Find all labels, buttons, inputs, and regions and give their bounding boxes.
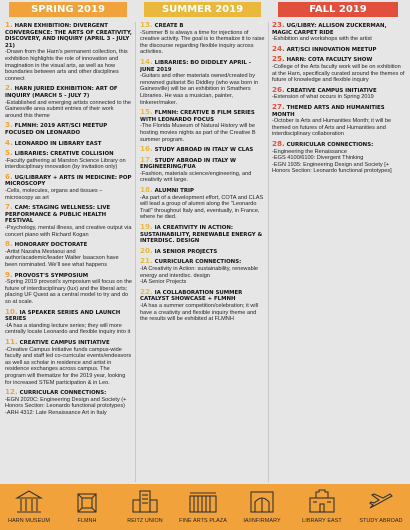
event-number: 8. — [5, 239, 13, 249]
event-title-text: THEMED ARTS AND HUMANITIES MONTH — [272, 104, 385, 118]
event-description: -IA has a summer competition/celebration; it will have a creativity and flexible inquiry theme and the results will be exhibited at FLMNH — [140, 302, 259, 323]
event-number: 4. — [5, 137, 13, 147]
event-number: 12. — [5, 387, 18, 397]
event-title-text: FLMNH: CREATIVE B FILM SERIES WITH LEONARDO FOCUS — [140, 110, 255, 123]
event-title — [140, 146, 265, 154]
event-title-text: LIBRARIES: BO DIDDLEY APRIL - JUNE 2019 — [140, 59, 251, 73]
event-entry — [5, 204, 132, 238]
event-entry — [140, 22, 265, 56]
event-description: -IA has a standing lecture series; they will more centrally locate Leonardo and flexible inquiry into it — [5, 322, 131, 336]
event-title-text: IA COLLABORATION SUMMER CATALYST SHOWCASE + FLMNH — [140, 289, 243, 303]
event-title — [5, 85, 132, 99]
event-title — [5, 204, 132, 225]
library-east-icon — [307, 488, 337, 516]
event-title — [140, 187, 265, 195]
footer-item-study-abroad — [352, 484, 410, 530]
event-entry — [5, 150, 132, 171]
event-title — [5, 137, 132, 148]
event-entry — [140, 154, 265, 184]
event-entry — [5, 306, 132, 336]
footer-item-fine-arts-plaza — [174, 484, 232, 530]
event-number: 14. — [140, 56, 153, 66]
event-entry — [5, 389, 132, 416]
event-number: 15. — [140, 107, 153, 117]
event-description: -Fashion, materials science/engineering, and creativity writ large. — [140, 170, 252, 184]
event-description: -Faculty gathering at Marston Science Library on interdisciplinary innovation (by invitation only) — [5, 157, 126, 171]
event-number: 18. — [140, 185, 153, 195]
event-entry — [272, 84, 405, 101]
event-number: 2. — [5, 83, 13, 93]
event-title — [272, 84, 405, 95]
venue-footer — [0, 484, 410, 530]
event-title — [140, 154, 265, 171]
event-title-text: ALUMNI TRIP — [152, 188, 194, 195]
event-description: -Exhibition and workshops with the artist — [272, 36, 372, 43]
event-entry — [5, 122, 132, 136]
event-title — [272, 138, 405, 149]
footer-item-harn-museum — [0, 484, 58, 530]
event-number: 6. — [5, 171, 13, 181]
airplane-icon — [366, 488, 396, 516]
event-entry — [272, 56, 405, 83]
event-entry — [140, 56, 265, 106]
event-title-text: HARN EXHIBITION: DIVERGENT CONVERGENCE: THE ARTS OF CREATIVITY, DISCOVERY, AND INQUIRY (APRIL 3 - JULY 21) — [5, 23, 132, 49]
event-description: -Spring 2019 provost's symposium will focus on the future of interdisciplinary (lux) and the liberal arts; placing UF Quest as a central model to try and do so at scale. — [5, 279, 132, 305]
event-number: 21. — [140, 256, 153, 266]
event-title — [5, 171, 132, 188]
event-title — [5, 150, 132, 158]
footer-item-ia-infirmary — [232, 484, 292, 530]
event-entry — [272, 138, 405, 175]
footer-label: LIBRARY EAST — [302, 518, 342, 524]
event-title-text: FLMNH: 2019 ART/SCI MEETUP FOCUSED ON LEONARDO — [5, 123, 108, 136]
event-title-text: IA CREATIVITY IN ACTION: SUSTAINABILITY, RENEWABLE ENERGY & INTERDISC. DESIGN — [140, 225, 263, 245]
event-number: 26. — [272, 84, 285, 94]
event-number: 27. — [272, 101, 285, 111]
footer-label: STUDY ABROAD — [359, 518, 403, 524]
event-entry — [140, 245, 265, 256]
event-entry — [140, 224, 265, 245]
spring-header — [9, 2, 127, 17]
fall-header-label: FALL 2019 — [309, 4, 367, 15]
event-title — [140, 56, 265, 73]
footer-item-flmnh — [58, 484, 116, 530]
event-description: -EGN 2020C: Engineering Design and Society (+ Honors Section: Leonardo functional prototypes) -ARH 4312: Late Renaissance Art in Italy — [5, 396, 127, 416]
event-title — [140, 286, 265, 303]
event-title-text: CREATE B — [152, 23, 184, 29]
event-description: -Engineering the Renaissance -EGS 4100/6100: Divergent Thinking -EGN 1935: Engineering Design and Society [+ Honors Section: Leonardo functional prototypes] — [272, 148, 392, 175]
event-number: 10. — [5, 306, 18, 316]
event-title-text: STUDY ABROAD IN ITALY W CLAS — [152, 147, 254, 154]
event-number: 28. — [272, 138, 285, 148]
event-number: 3. — [5, 120, 13, 130]
event-description: -Drawn from the Harn's permanent collection, this exhibition highlights the role of innovation and imagination in the visual arts, as well as how boundaries between arts and other disciplines connect — [5, 49, 128, 82]
event-title-text: HARN: COTA FACULTY SHOW — [284, 57, 373, 64]
event-title — [272, 22, 405, 36]
event-description: -IA Creativity in Action: sustainability, renewable energy and interdisc. design -IA Senior Projects — [140, 266, 259, 286]
event-number: 13. — [140, 22, 153, 29]
event-entry — [140, 187, 265, 221]
event-description: -Creative Campus Initiative funds campus-wide faculty and staff led co-curricular events/endeavors as well as scholar in residence and artist in residence exchanges across campus. The program will thematize for the 2019 year, looking for increased STEM participation & in Leo. — [5, 346, 132, 386]
event-title — [5, 22, 132, 49]
event-title — [140, 245, 265, 256]
event-entry — [5, 137, 132, 148]
event-description: -Extension of what occurs in Spring 2019 — [272, 94, 374, 101]
event-number: 7. — [5, 202, 13, 212]
event-title-text: IA SENIOR PROJECTS — [152, 248, 218, 255]
event-entry — [5, 336, 132, 386]
harn-museum-icon — [14, 488, 44, 516]
event-number: 23. — [272, 22, 285, 29]
event-description: -Guitars and other materials owned/created by renowned guitarist Bo Diddley (who was born in Gainesville) will be an exhibition in Smathers Libraries. He was a musician, painter, tinkerer/maker. — [140, 73, 259, 106]
event-entry — [140, 258, 265, 285]
event-entry — [5, 241, 132, 268]
event-title — [140, 22, 265, 30]
event-entry — [5, 171, 132, 201]
event-entry — [140, 286, 265, 323]
event-entry — [5, 85, 132, 119]
event-title-text: PROVOST'S SYMPOSIUM — [12, 272, 89, 279]
event-description: -The Florida Museum of Natural History will be hosting movies nights as part of the Creative B summer program. — [140, 123, 256, 143]
event-title — [5, 389, 132, 397]
event-number: 22. — [140, 286, 153, 296]
event-title — [5, 306, 132, 323]
event-title — [272, 101, 405, 118]
event-title — [5, 269, 132, 280]
event-entry — [272, 101, 405, 138]
event-title-text: CREATIVE CAMPUS INITIATIVE — [17, 339, 110, 346]
footer-item-reitz-union — [116, 484, 174, 530]
footer-label: FLMNH — [77, 518, 97, 524]
event-title — [5, 241, 132, 249]
fall-header — [278, 2, 398, 17]
event-title — [140, 109, 265, 123]
footer-label: HARN MUSEUM — [8, 518, 50, 524]
event-title-text: CREATIVE CAMPUS INITIATIVE — [284, 87, 377, 94]
event-description: -College of the Arts faculty work will be on exhibition at the Harn, specifically curated around the themes of future of knowledge and flexible inquiry — [272, 63, 405, 84]
event-description: -Summer B is always a time for injections of creative activity. The goal is to thematize it to raise the discourse regarding flexible inquiry across activities. — [140, 29, 265, 56]
footer-item-library-east — [292, 484, 352, 530]
footer-label: FINE ARTS PLAZA — [179, 518, 227, 524]
event-description: -Cells, molecules, organs and tissues – microscopy as art — [5, 188, 103, 201]
event-title-text: CAM: STAGING WELLNESS: LIVE PERFORMANCE & PUBLIC HEALTH FESTIVAL — [5, 205, 111, 225]
event-title — [5, 336, 132, 347]
event-number: 17. — [140, 154, 153, 164]
event-title — [272, 43, 405, 54]
event-description: -Artist Nazaha Mestaoui and author/academic/leader Walter Isaacson have been nominated. We'll see what happens — [5, 248, 119, 268]
fine-arts-plaza-icon — [188, 488, 218, 516]
event-title-text: CURRICULAR CONNECTIONS: — [152, 259, 242, 266]
summer-column — [140, 22, 265, 484]
event-number: 5. — [5, 148, 13, 158]
event-number: 1. — [5, 22, 13, 29]
event-title-text: ART/SCI INNOVATION MEETUP — [284, 46, 377, 53]
event-title-text: LIBRARIES: CREATIVE COLLISION — [12, 151, 114, 158]
event-title-text: UG/LIBRY: ALLISON ZUCKERMAN, MAGIC CARPET RIDE — [272, 23, 387, 36]
event-title-text: CURRICULAR CONNECTIONS: — [17, 390, 107, 397]
event-title-text: LEONARDO IN LIBRARY EAST — [12, 140, 102, 147]
event-entry — [5, 22, 132, 82]
event-description: -Psychology, mental illness, and creative output via concert piano with Richard Kogan — [5, 225, 132, 238]
event-number: 16. — [140, 144, 153, 154]
infirmary-icon — [247, 488, 277, 516]
event-number: 11. — [5, 336, 18, 346]
event-number: 20. — [140, 245, 153, 255]
summer-header — [144, 2, 261, 17]
event-description: -Established and emerging artists connected to the Gainesville area submit entries of their work around this theme — [5, 99, 131, 119]
event-title-text: CURRICULAR CONNECTIONS: — [284, 141, 374, 148]
event-number: 9. — [5, 269, 13, 279]
spring-column — [5, 22, 132, 484]
event-number: 19. — [140, 222, 153, 232]
event-title — [5, 122, 132, 136]
event-description: -As part of a development effort, COTA and CLAS will lead a group of alumni along the "Leonardo Trail" throughout Italy and, eventually, in France, where he died. — [140, 194, 264, 221]
footer-label: REITZ UNION — [127, 518, 163, 524]
spring-header-label: SPRING 2019 — [31, 4, 105, 15]
season-header-row — [0, 2, 410, 18]
event-description: -October is Arts and Humanities Month; it will be themed on futures of Arts and Humanities and interdisciplinary collaboration — [272, 118, 392, 138]
event-title-text: STUDY ABROAD IN ITALY W ENGINEERING/FUA — [140, 157, 236, 171]
flmnh-icon — [72, 488, 102, 516]
reitz-union-icon — [130, 488, 160, 516]
event-entry — [5, 269, 132, 306]
footer-label: IA/INFIRMARY — [243, 518, 281, 524]
event-entry — [140, 109, 265, 143]
event-number: 25. — [272, 54, 285, 64]
event-entry — [140, 146, 265, 154]
summer-header-label: SUMMER 2019 — [161, 4, 244, 15]
event-title-text: HONORARY DOCTORATE — [12, 242, 88, 249]
event-entry — [272, 43, 405, 54]
event-entry — [272, 22, 405, 43]
event-title-text: HARN JURIED EXHIBITION: ART OF INQUIRY (MARCH 5 - JULY 7) — [5, 86, 118, 99]
event-title — [272, 56, 405, 64]
event-columns — [0, 22, 410, 484]
fall-column — [272, 22, 405, 484]
event-title-text: IA SPEAKER SERIES AND LAUNCH SERIES — [5, 309, 121, 323]
event-title — [140, 258, 265, 266]
event-title-text: UG/LIBRARY + ARTS IN MEDICINE: POP MICROSCOPY — [5, 174, 132, 188]
event-number: 24. — [272, 43, 285, 53]
event-title — [140, 224, 265, 245]
